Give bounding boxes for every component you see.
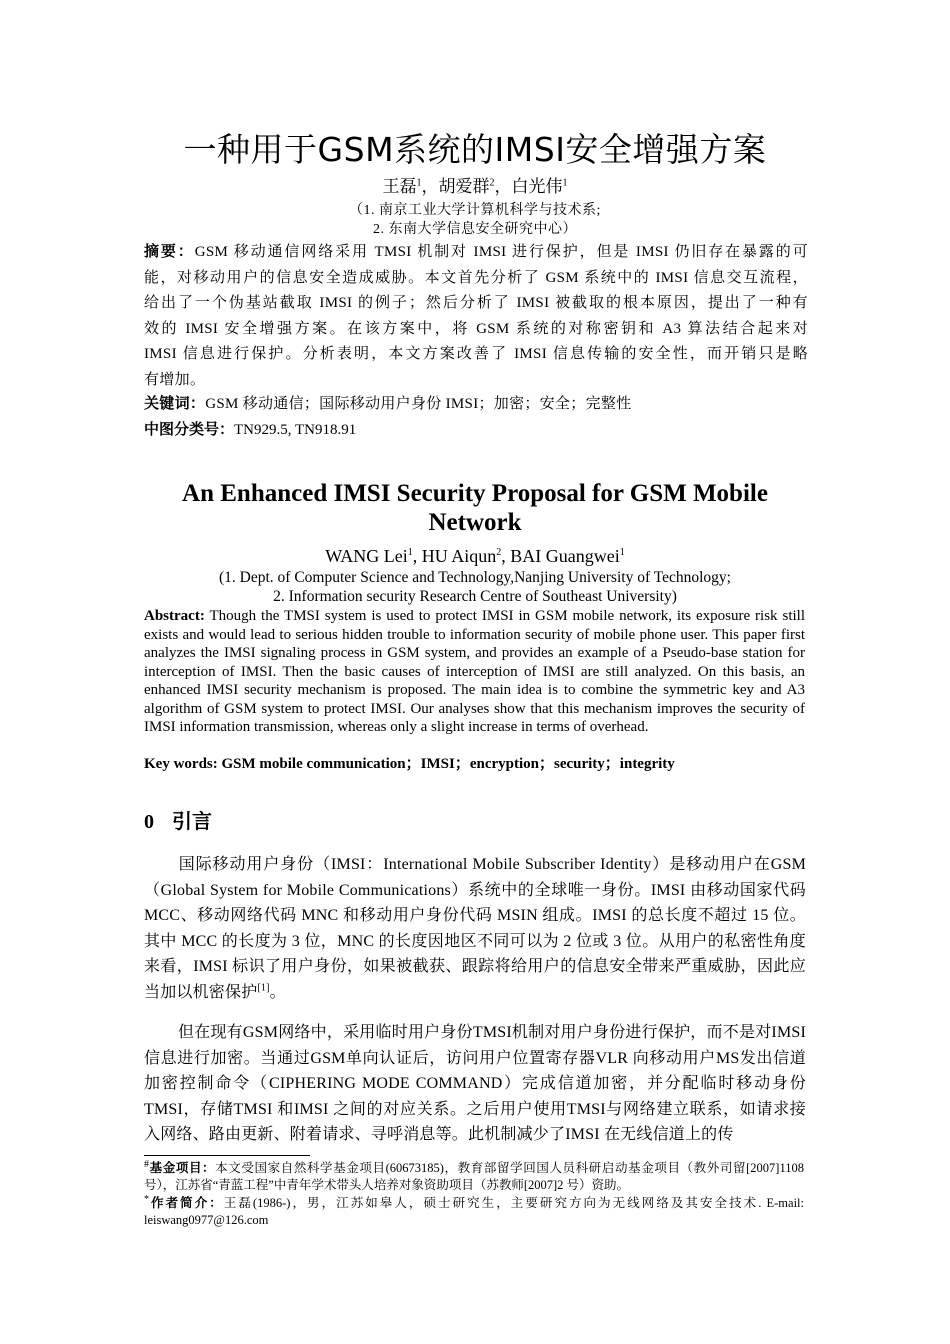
chinese-affiliation-line: （1. 南京工业大学计算机科学与技术系; [349,203,601,218]
author-affiliation-mark: 1 [407,547,413,558]
english-affiliation-line: 2. Information security Research Centre of Southeast University) [273,588,677,605]
keywords-label: 关键词： [144,396,206,412]
footnote-mark: * [144,1193,149,1205]
keywords-text: GSM 移动通信；国际移动用户身份 IMSI；加密；安全；完整性 [205,396,632,412]
abstract-line: 能，对移动用户的信息安全造成威胁。本文首先分析了 GSM 系统中的 IMSI 信息交互流程， [144,269,808,286]
english-title-line: Network [428,509,522,536]
abstract-line: 给出了一个伪基站截取 IMSI 的例子；然后分析了 IMSI 被截取的根本原因，提出了一种有 [144,295,808,311]
abstract-line: IMSI 信息进行保护。分析表明，本文方案改善了 IMSI 信息传输的安全性，而开销只是略 [144,346,808,362]
chinese-title: 一种用于GSM系统的IMSI安全增强方案 [183,130,767,169]
footnote-divider [144,1155,310,1156]
author-name: WANG Lei [325,546,408,566]
author-separator: , [501,546,511,566]
author-affiliation-mark: 1 [562,177,568,189]
citation-link[interactable]: [1] [257,982,270,994]
author-name: 胡爱群 [438,177,490,196]
section-title: 引言 [172,809,212,833]
author-name: HU Aiqun [421,546,497,566]
english-title-line: An Enhanced IMSI Security Proposal for GSM Mobile [182,480,768,507]
chinese-affiliation-line: 2. 东南大学信息安全研究中心） [373,222,577,237]
author-separator: , [412,546,422,566]
author-name: BAI Guangwei [510,546,620,566]
chinese-abstract [144,240,808,393]
abstract-text: Though the TMSI system is used to protect IMSI in GSM mobile network, its exposure risk still exists and would lead to serious hidden trouble to information security of mobile phone user. This paper first analyzes the IMSI signaling process in GSM system, and provides an example of a Pseudo-base station for interception of IMSI. Then the basic causes of interception of IMSI are still analyzed. On this basis, an enhanced IMSI security mechanism is proposed. The main idea is to combine the symmetric key and A3 algorithm of GSM system to protect IMSI. Our analyses show that this mechanism improves the security of IMSI information transmission, whereas only a slight increase in terms of overhead. [144,608,805,735]
paragraph-text: 但在现有GSM网络中，采用临时用户身份TMSI机制对用户身份进行保护，而不是对IMSI 信息进行加密。当通过GSM单向认证后，访问用户位置寄存器VLR 向移动用户MS发出信道加密控制命令（CIPHERING MODE COMMAND）完成信道加密，并分配临时移动身份TMSI，存储TMSI 和IMSI 之间的对应关系。之后用户使用TMSI与网络建立联系，如请求接入网络、路由更新、附着请求、寻呼消息等。此机制减少了IMSI 在无线信道上的传 [144,1024,806,1143]
footnote-label: 基金项目： [149,1161,216,1175]
abstract-label: 摘要： [144,244,195,260]
footnote-funding [144,1160,804,1194]
section-heading [144,808,212,835]
classification-value: TN929.5, TN918.91 [234,422,357,438]
author-name: 白光伟 [511,177,563,196]
body-paragraph [144,1020,806,1148]
paragraph-text: 国际移动用户身份（IMSI：International Mobile Subscriber Identity）是移动用户在GSM（Global System for Mobile Communications）系统中的全球唯一身份。IMSI 由移动国家代码 MCC、移动网络代码 MNC 和移动用户身份代码 MSIN 组成。IMSI 的总长度不超过 15 位。其中 MCC 的长度为 3 位，MNC 的长度因地区不同可以为 2 位或 3 位。从用户的私密性角度来看，IMSI 标识了用户身份，如果被截获、跟踪将给用户的信息安全带来严重威胁，因此应当加以机密保护 [144,856,806,1001]
abstract-text: GSM 移动通信网络采用 TMSI 机制对 IMSI 进行保护，但是 IMSI 仍旧存在暴露的可 [194,244,809,260]
english-keywords: Key words: GSM mobile communication；IMSI；encryption；security；integrity [144,756,675,772]
footnote-text: 王磊(1986-)，男，江苏如皋人，硕士研究生，主要研究方向为无线网络及其安全技术. E-mail: leiswang0977@126.com [144,1196,804,1227]
abstract-line: 有增加。 [144,371,206,388]
english-authors [0,545,950,567]
paragraph-end: 。 [269,983,286,1001]
chinese-authors [0,176,950,198]
author-separator: ， [421,177,439,196]
author-name: 王磊 [382,177,417,196]
abstract-label: Abstract: [144,608,205,624]
classification-label: 中图分类号： [144,422,235,438]
abstract-line [144,240,808,266]
footnote-author-bio [144,1195,804,1229]
english-abstract [144,607,805,737]
english-affiliation-line: (1. Dept. of Computer Science and Technology,Nanjing University of Technology; [219,569,731,586]
author-affiliation-mark: 2 [496,547,502,558]
author-separator: ， [494,177,512,196]
section-number: 0 [144,811,154,833]
chinese-keywords [144,394,632,414]
author-affiliation-mark: 2 [489,177,495,189]
body-paragraph [144,852,806,1005]
abstract-line: 效的 IMSI 安全增强方案。在该方案中，将 GSM 系统的对称密钥和 A3 算法结合起来对 [144,320,808,337]
classification-number [144,420,356,440]
english-title [150,479,800,537]
author-affiliation-mark: 1 [619,547,625,558]
footnote-text: 本文受国家自然科学基金项目(60673185)，教育部留学回国人员科研启动基金项目（教外司留[2007]1108 号），江苏省“青蓝工程”中青年学术带头人培养对象资助项目（苏教师[2007]2 号）资助。 [144,1161,804,1192]
footnote-mark: # [144,1158,149,1170]
footnote-label: 作者简介： [149,1196,224,1210]
author-affiliation-mark: 1 [416,177,422,189]
